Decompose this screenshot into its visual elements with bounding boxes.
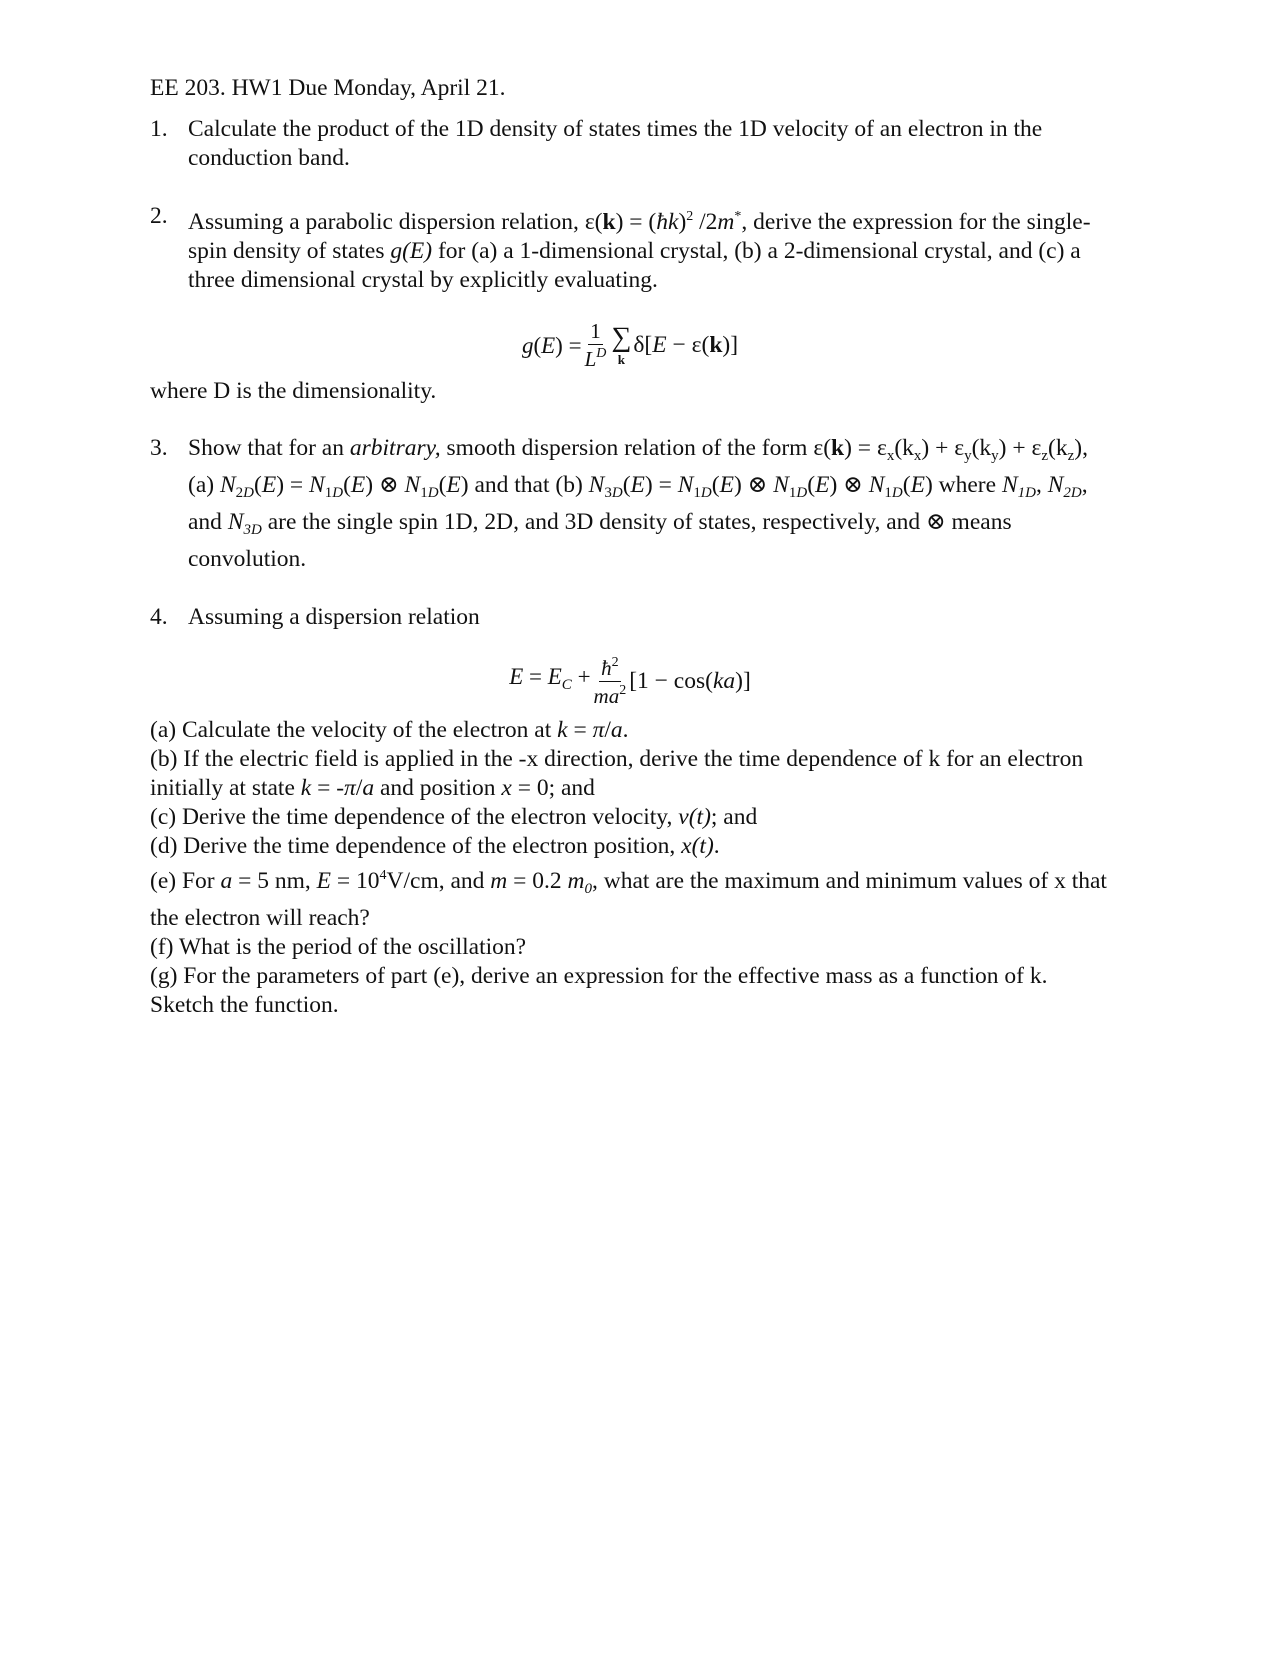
problem-4 [150, 603, 1110, 632]
problem-text-a: Show that for an [188, 435, 344, 461]
problem-text: Assuming a dispersion relation [188, 604, 480, 630]
part-e: (e) For a = 5 nm, $E = 10^4V/cm$, and m = 0.2 $m_0$, what are the maximum and minimum values of x that the electron will reach? [150, 868, 1107, 931]
g-symbol: g(E) [390, 238, 433, 264]
homework-page [150, 74, 1110, 1020]
problem-text-c: and that (b) [474, 472, 583, 498]
problem-number: 1. [150, 116, 168, 142]
problem-2 [150, 202, 1110, 295]
problem-3 [150, 434, 1110, 574]
problem-number: 2. [150, 203, 168, 229]
problem-number: 4. [150, 604, 168, 630]
problem-number: 3. [150, 435, 168, 461]
part-f: (f) What is the period of the oscillation? [150, 934, 527, 960]
problem-text: Calculate the product of the 1D density of states times the 1D velocity of an electron in the conduction band. [188, 116, 1043, 171]
fraction: $\frac{1}{L^D}$ [584, 318, 607, 371]
problem-text-c: for (a) a 1-dimensional crystal, (b) a 2-dimensional crystal, and (c) a three dimensional crystal by explicitly evaluating. [188, 238, 1081, 293]
part-a: (a) Calculate the velocity of the electron at k = π/a. [150, 717, 629, 743]
page-heading: EE 203. HW1 Due Monday, April 21. [150, 75, 506, 101]
convolution-3d: $N_{3D}(E) = N_{1D}(E)$ ⊗ $N_{1D}(E)$ ⊗ $N_{1D}(E)$ [588, 472, 933, 501]
part-g: (g) For the parameters of part (e), derive an expression for the effective mass as a function of k. Sketch the function. [150, 963, 1048, 1018]
part-b: (b) If the electric field is applied in the -x direction, derive the time dependence of k for an electron initially at state k = -π/a and position x = 0; and [150, 746, 1084, 801]
dos-symbols: $N_{1D}$, $N_{2D}$, and $N_{3D}$ [188, 472, 1088, 538]
problem-text-e: are the single spin 1D, 2D, and 3D density of states, respectively, and ⊗ means convolution. [188, 509, 1012, 572]
cosine-dispersion-equation: $E = E_C$ + $\frac{ħ^2}{ma^2}$ [1 − cos(ka)] [509, 654, 751, 708]
where-line: where D is the dimensionality. [150, 378, 437, 404]
part-d: (d) Derive the time dependence of the electron position, x(t). [150, 833, 720, 859]
problem-text-b: , derive the expression for the single-spin density of states [188, 209, 1091, 264]
parabolic-dispersion-equation: ε(k) = (ħk)$^2$ /2m* [584, 209, 742, 235]
dispersion-form: $\varepsilon(k) = \varepsilon_x(k_x) + \varepsilon_y(k_y) + \varepsilon_z(k_z)$, (a) $N_{2D}(E) = N_{1D}(E)$ ⊗ $N_{1D}(E)$ [188, 435, 1088, 501]
problem-text-a: Assuming a parabolic dispersion relation, [188, 209, 579, 235]
problem-4-parts [150, 716, 1110, 1020]
fraction: $\frac{ħ^2}{ma^2}$ [593, 654, 627, 708]
problem-text-b: smooth dispersion relation of the form [446, 435, 808, 461]
problem-1 [150, 115, 1110, 173]
sum-symbol: ∑ k [611, 322, 632, 367]
part-c: (c) Derive the time dependence of the electron velocity, v(t); and [150, 804, 758, 830]
arbitrary-word: arbitrary, [349, 435, 441, 461]
problem-text-d: where [938, 472, 997, 498]
density-of-states-equation: g(E) = $\frac{1}{L^D}$ ∑ k δ[E − ε(k)] [521, 318, 739, 371]
